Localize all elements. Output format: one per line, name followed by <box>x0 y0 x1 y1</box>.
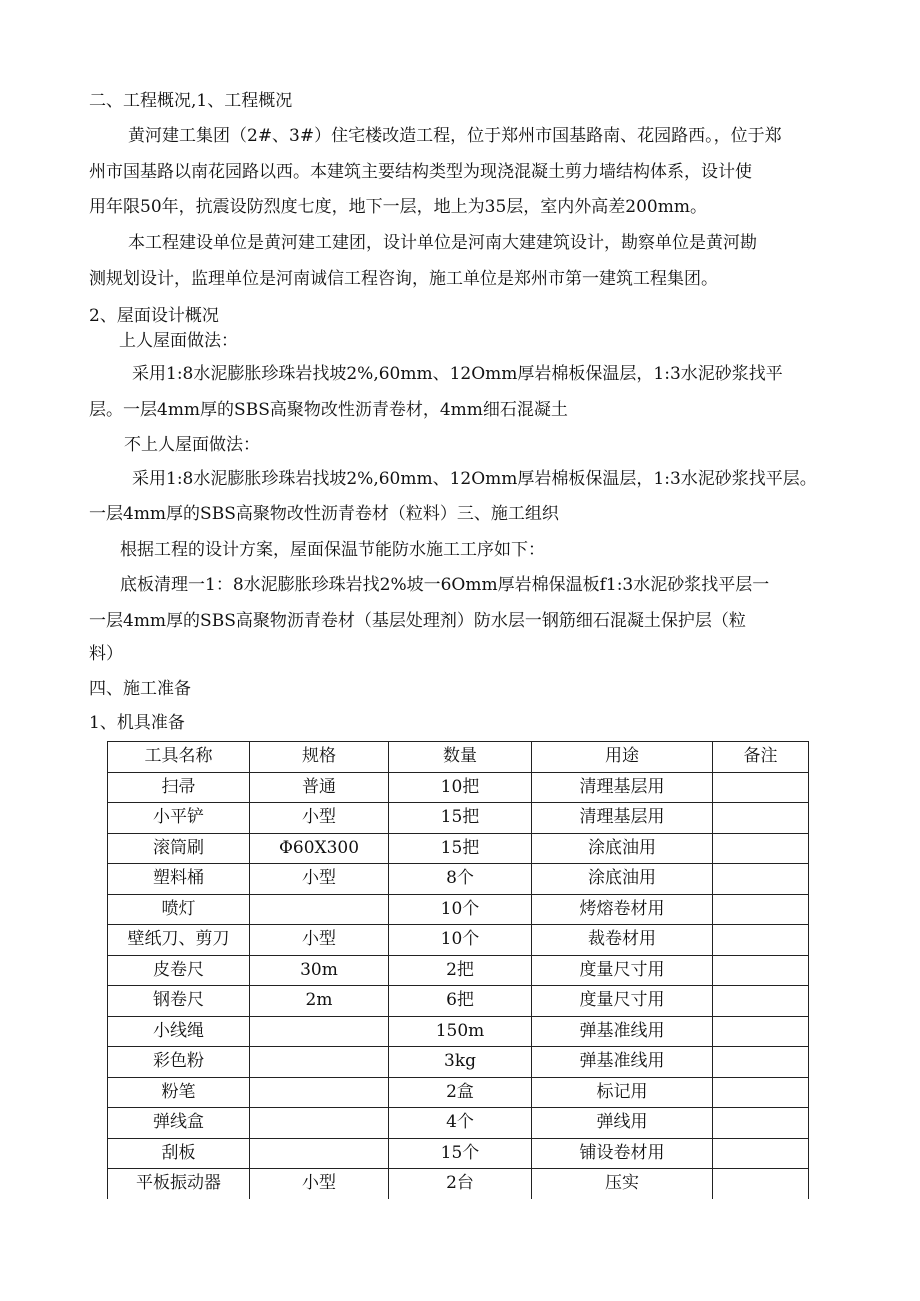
text-line: 根据工程的设计方案，屋面保温节能防水施工工序如下： <box>120 540 545 560</box>
text-line: 四、施工准备 <box>89 679 191 699</box>
text-line: 一层4mm厚的SBS高聚物沥青卷材（基层处理剂）防水层一钢筋细石混凝土保护层（粒 <box>89 611 746 631</box>
table-row <box>108 955 809 986</box>
table-cell-spec: 小型 <box>250 803 389 834</box>
table-cell-spec <box>250 1138 389 1169</box>
table-cell-tool-name: 小平铲 <box>108 803 250 834</box>
table-cell-purpose: 弹线用 <box>532 1108 713 1139</box>
text-line: 州市国基路以南花园路以西。本建筑主要结构类型为现浇混凝土剪力墙结构体系，设计使 <box>89 162 752 182</box>
table-cell-spec: Φ60X300 <box>250 833 389 864</box>
table-row <box>108 925 809 956</box>
table-cell-tool-name: 皮卷尺 <box>108 955 250 986</box>
table-cell-purpose: 涂底油用 <box>532 864 713 895</box>
text-line: 底板清理一1：8水泥膨胀珍珠岩找2%坡一6Omm厚岩棉保温板f1:3水泥砂浆找平层一 <box>120 575 770 595</box>
table-row <box>108 803 809 834</box>
table-row <box>108 864 809 895</box>
table-cell-tool-name: 刮板 <box>108 1138 250 1169</box>
table-cell-remark <box>713 803 809 834</box>
table-row <box>108 1047 809 1078</box>
table-cell-remark <box>713 833 809 864</box>
table-header-row <box>108 742 809 773</box>
text-line: 1、机具准备 <box>89 713 185 733</box>
table-row <box>108 1016 809 1047</box>
column-header-purpose: 用途 <box>532 742 713 773</box>
table-row <box>108 1169 809 1199</box>
table-cell-remark <box>713 864 809 895</box>
table-cell-quantity: 15个 <box>389 1138 532 1169</box>
column-header-quantity: 数量 <box>389 742 532 773</box>
table-cell-remark <box>713 894 809 925</box>
table-row <box>108 833 809 864</box>
table-cell-tool-name: 喷灯 <box>108 894 250 925</box>
table-row <box>108 1108 809 1139</box>
column-header-spec: 规格 <box>250 742 389 773</box>
table-cell-remark <box>713 925 809 956</box>
table-cell-tool-name: 壁纸刀、剪刀 <box>108 925 250 956</box>
table-cell-purpose: 压实 <box>532 1169 713 1199</box>
table-cell-tool-name: 彩色粉 <box>108 1047 250 1078</box>
text-line: 二、工程概况,1、工程概况 <box>89 91 293 111</box>
table-cell-remark <box>713 955 809 986</box>
text-line: 不上人屋面做法： <box>124 435 260 455</box>
table-cell-spec <box>250 1077 389 1108</box>
text-line: 本工程建设单位是黄河建工建团，设计单位是河南大建建筑设计，勘察单位是黄河勘 <box>128 233 757 253</box>
table-cell-purpose: 涂底油用 <box>532 833 713 864</box>
text-line: 层。一层4mm厚的SBS高聚物改性沥青卷材，4mm细石混凝土 <box>89 400 568 420</box>
table-cell-purpose: 度量尺寸用 <box>532 986 713 1017</box>
table-row <box>108 986 809 1017</box>
text-line: 采用1:8水泥膨胀珍珠岩找坡2%,60mm、12Omm厚岩棉板保温层，1:3水泥砂浆找平层。 <box>132 469 817 489</box>
table-cell-tool-name: 扫帚 <box>108 772 250 803</box>
table-cell-purpose: 铺设卷材用 <box>532 1138 713 1169</box>
table-cell-quantity: 2把 <box>389 955 532 986</box>
table-cell-remark <box>713 1169 809 1199</box>
table-cell-quantity: 8个 <box>389 864 532 895</box>
table-cell-spec <box>250 1047 389 1078</box>
text-line: 用年限50年，抗震设防烈度七度，地下一层，地上为35层，室内外高差200mm。 <box>89 197 707 217</box>
text-line: 上人屋面做法： <box>119 331 238 351</box>
table-cell-purpose: 弹基准线用 <box>532 1016 713 1047</box>
table-cell-spec: 普通 <box>250 772 389 803</box>
table-cell-quantity: 3kg <box>389 1047 532 1078</box>
table-cell-spec <box>250 894 389 925</box>
table-cell-remark <box>713 986 809 1017</box>
table-cell-quantity: 150m <box>389 1016 532 1047</box>
table-cell-spec: 小型 <box>250 925 389 956</box>
table-cell-spec <box>250 1108 389 1139</box>
table-row <box>108 1077 809 1108</box>
table-cell-remark <box>713 1047 809 1078</box>
table-cell-remark <box>713 1108 809 1139</box>
table-row <box>108 1138 809 1169</box>
text-line: 测规划设计，监理单位是河南诚信工程咨询，施工单位是郑州市第一建筑工程集团。 <box>89 269 718 289</box>
table-cell-quantity: 4个 <box>389 1108 532 1139</box>
table-cell-quantity: 2台 <box>389 1169 532 1199</box>
table-cell-quantity: 10把 <box>389 772 532 803</box>
table-cell-tool-name: 塑料桶 <box>108 864 250 895</box>
text-line: 一层4mm厚的SBS高聚物改性沥青卷材（粒料）三、施工组织 <box>89 504 559 524</box>
table-cell-tool-name: 滚筒刷 <box>108 833 250 864</box>
table-cell-quantity: 6把 <box>389 986 532 1017</box>
tools-table <box>107 741 809 1199</box>
text-line: 采用1:8水泥膨胀珍珠岩找坡2%,60mm、12Omm厚岩棉板保温层，1:3水泥砂浆找平 <box>132 364 783 384</box>
table-cell-tool-name: 小线绳 <box>108 1016 250 1047</box>
table-cell-spec: 30m <box>250 955 389 986</box>
table-cell-purpose: 烤熔卷材用 <box>532 894 713 925</box>
table-cell-remark <box>713 1016 809 1047</box>
table-cell-tool-name: 钢卷尺 <box>108 986 250 1017</box>
table-cell-quantity: 10个 <box>389 925 532 956</box>
table-row <box>108 772 809 803</box>
table-row <box>108 894 809 925</box>
table-cell-purpose: 弹基准线用 <box>532 1047 713 1078</box>
column-header-tool-name: 工具名称 <box>108 742 250 773</box>
table-cell-purpose: 裁卷材用 <box>532 925 713 956</box>
table-cell-remark <box>713 1077 809 1108</box>
table-cell-purpose: 清理基层用 <box>532 772 713 803</box>
table-cell-remark <box>713 772 809 803</box>
column-header-remark: 备注 <box>713 742 809 773</box>
text-line: 黄河建工集团（2#、3#）住宅楼改造工程，位于郑州市国基路南、花园路西。，位于郑 <box>128 126 782 146</box>
table-cell-quantity: 2盒 <box>389 1077 532 1108</box>
table-cell-quantity: 15把 <box>389 803 532 834</box>
table-cell-spec <box>250 1016 389 1047</box>
table-cell-tool-name: 粉笔 <box>108 1077 250 1108</box>
table-cell-quantity: 10个 <box>389 894 532 925</box>
table-cell-spec: 小型 <box>250 1169 389 1199</box>
table-cell-tool-name: 弹线盒 <box>108 1108 250 1139</box>
table-cell-purpose: 清理基层用 <box>532 803 713 834</box>
table-cell-spec: 2m <box>250 986 389 1017</box>
table-cell-tool-name: 平板振动器 <box>108 1169 250 1199</box>
table-cell-spec: 小型 <box>250 864 389 895</box>
table-cell-purpose: 度量尺寸用 <box>532 955 713 986</box>
table-cell-remark <box>713 1138 809 1169</box>
table-cell-purpose: 标记用 <box>532 1077 713 1108</box>
table-cell-quantity: 15把 <box>389 833 532 864</box>
text-line: 料） <box>89 644 123 664</box>
text-line: 2、屋面设计概况 <box>89 306 219 326</box>
